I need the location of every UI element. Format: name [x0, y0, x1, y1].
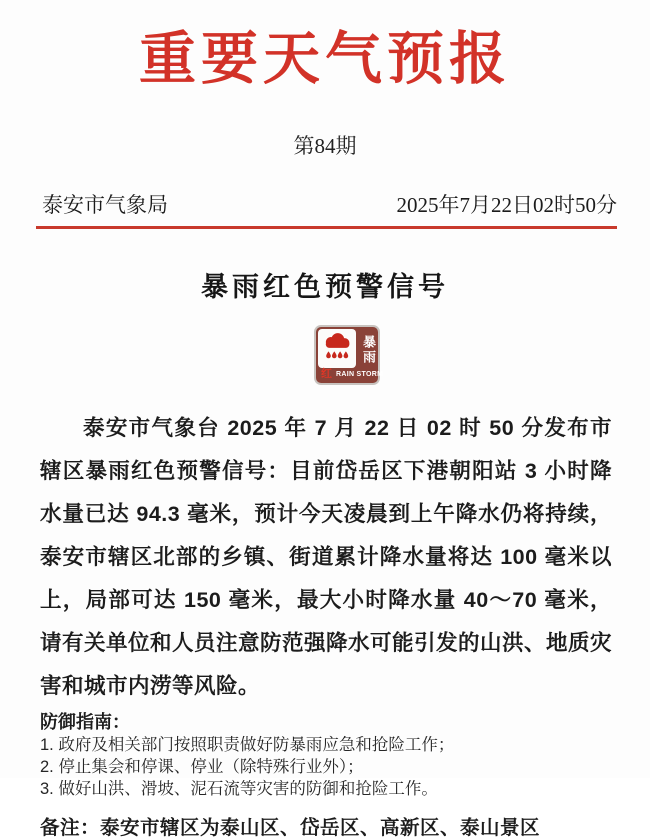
issue-number: 第84期	[293, 134, 357, 158]
rainstorm-cloud-icon	[318, 329, 356, 368]
issuer-date-row	[42, 189, 617, 219]
badge-vertical-label: 暴雨	[361, 334, 376, 365]
defense-guide-heading: 防御指南：	[40, 712, 130, 732]
badge-main-area	[316, 327, 378, 368]
defense-guide-item: 3. 做好山洪、滑坡、泥石流等灾害的防御和抢险工作。	[40, 780, 438, 798]
issuer-name: 泰安市气象局	[42, 193, 168, 217]
document-title: 重要天气预报	[139, 28, 511, 91]
warning-body-paragraph: 泰安市气象台 2025 年 7 月 22 日 02 时 50 分发布市辖区暴雨红色预警信号：目前岱岳区下港朝阳站 3 小时降水量已达 94.3 毫米，预计今天凌晨到上午降水仍将持续，泰安市辖区北部的乡镇、街道累计降水量将达 100 毫米以上，局部可达 150 毫米，最大小时降水量 40～70 毫米，请有关单位和人员注意防范强降水可能引发的山洪、地质灾害和城市内涝等风险。	[40, 416, 613, 698]
defense-guide-item: 1. 政府及相关部门按照职责做好防暴雨应急和抢险工作；	[40, 736, 455, 754]
issue-datetime: 2025年7月22日02时50分	[396, 193, 617, 217]
rainstorm-red-warning-badge	[314, 325, 384, 385]
red-divider-line	[36, 226, 617, 229]
defense-guide-section	[40, 710, 610, 800]
badge-bottom-strip	[316, 368, 384, 383]
defense-guide-item: 2. 停止集会和停课、停业（除特殊行业外）；	[40, 758, 364, 776]
badge-level-label: 红	[321, 368, 332, 380]
badge-english-label: RAIN STORM	[336, 370, 384, 378]
note-line: 备注：泰安市辖区为泰山区、岱岳区、高新区、泰山景区	[40, 817, 541, 839]
warning-signal-heading: 暴雨红色预警信号	[201, 272, 449, 302]
